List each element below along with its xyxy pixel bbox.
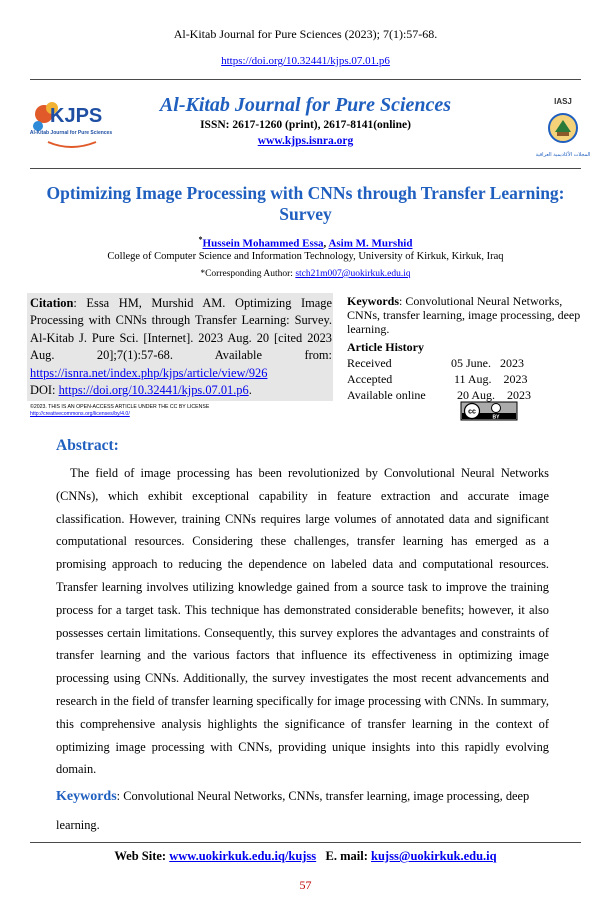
keywords-bottom-text: : Convolutional Neural Networks, CNNs, transfer learning, image processing, deep learning. (56, 789, 530, 832)
history-heading: Article History (347, 340, 424, 354)
history-row (347, 387, 587, 403)
keywords-bottom (56, 782, 549, 840)
by-icon: BY (492, 414, 500, 421)
history-label: Available online (347, 388, 426, 402)
corresponding-author (0, 269, 611, 279)
cc-by-badge[interactable] (461, 402, 517, 420)
issn: ISSN: 2617-1260 (print), 2617-8141(online) (200, 119, 411, 131)
citation-label: Citation (30, 296, 74, 310)
citation (30, 295, 332, 399)
page-number: 57 (299, 878, 312, 892)
license-link[interactable]: http://creativecommons.org/licenses/by/4.0/ (30, 411, 130, 417)
journal-banner (29, 92, 591, 166)
history-value: 11 Aug. 2023 (451, 372, 528, 386)
history-row (347, 355, 587, 371)
corresponding-label: *Corresponding Author: (200, 269, 296, 279)
iasj-logo-sub: المجلات الأكاديمية العراقية (535, 152, 591, 158)
journal-name: Al-Kitab Journal for Pure Sciences (159, 94, 452, 116)
kjps-logo-abbrev: KJPS (50, 105, 103, 127)
citation-text: : Essa HM, Murshid AM. Optimizing Image Processing with CNNs through Transfer Learning: Survey. Al-Kitab J. Pure Sci. [Internet]. 2023 Aug. 20 [cited 2023 Aug. 20];7(1):57-68. Available from: (30, 296, 332, 363)
citation-url[interactable]: https://isnra.net/index.php/kjps/article/view/926 (30, 365, 268, 380)
footer-rule (30, 842, 581, 843)
history-label: Received (347, 356, 392, 370)
doi-top-wrap (0, 55, 611, 67)
journal-header: Al-Kitab Journal for Pure Sciences (2023); 7(1):57-68. (173, 27, 438, 41)
keywords-bottom-label: Keywords (56, 789, 117, 804)
license-line-1: ©2023. THIS IS AN OPEN-ACCESS ARTICLE UNDER THE CC BY LICENSE (30, 404, 210, 410)
footer-email-link[interactable]: kujss@uokirkuk.edu.iq (371, 849, 497, 863)
abstract-heading: Abstract: (56, 437, 119, 454)
history-value: 05 June. 2023 (451, 356, 524, 370)
footer (0, 849, 611, 864)
kjps-logo-sub: Al-Kitab Journal for Pure Sciences (29, 130, 113, 136)
keywords-box (347, 294, 587, 336)
history-value: 20 Aug. 2023 (451, 388, 532, 402)
license-note (30, 404, 280, 418)
author-2[interactable]: Asim M. Murshid (328, 237, 413, 250)
history-row (347, 371, 587, 387)
header-rule-top (30, 79, 581, 80)
author-marker: * (198, 235, 203, 244)
keywords-box-text: : Convolutional Neural Networks, CNNs, transfer learning, image processing, deep learning. (347, 294, 581, 336)
history-label: Accepted (347, 372, 393, 386)
cc-icon: cc (468, 408, 476, 416)
journal-site-link[interactable]: www.kjps.isnra.org (257, 135, 354, 147)
article-title: Optimizing Image Processing with CNNs through Transfer Learning: Survey (46, 183, 565, 224)
author-1[interactable]: Hussein Mohammed Essa (202, 237, 324, 250)
citation-doi-label: DOI: (30, 383, 59, 398)
iasj-logo (511, 92, 591, 164)
article-history (347, 339, 587, 403)
footer-site-link[interactable]: www.uokirkuk.edu.iq/kujss (169, 849, 317, 863)
iasj-logo-abbrev: IASJ (554, 97, 572, 106)
citation-period: . (248, 383, 252, 398)
keywords-box-label: Keywords (347, 294, 399, 308)
authors (0, 235, 611, 250)
corresponding-email[interactable]: stch21m007@uokirkuk.edu.iq (295, 269, 411, 279)
header-rule-bottom (30, 168, 581, 169)
abstract-text: The field of image processing has been revolutionized by Convolutional Neural Networks (CNNs), which exhibit exceptional capability in feature extraction and accurate image classification. However, training CNNs requires large volumes of annotated data and significant computational resources. Considering these challenges, transfer learning has emerged as a promising approach to reducing the dependence on labeled data and computational resources. Transfer learning involves utilizing knowledge gained from a source task to improve the training process for a target task. This technique has demonstrated considerable benefits; however, it also possesses certain limitations. Consequently, this survey explores the advantages and constraints of transfer learning and the various factors that influence its effectiveness in optimizing image processing using CNNs. Additionally, the survey investigates the most recent advancements and research in the field of transfer learning specifically for image processing with CNNs. In summary, this comprehensive analysis highlights the significance of transfer learning in the context of optimizing image processing with CNNs, providing unique insights into this rapidly evolving domain. (56, 466, 549, 777)
author-separator: , (323, 237, 329, 250)
affiliation: College of Computer Science and Information Technology, University of Kirkuk, Kirkuk, Iraq (107, 251, 504, 262)
footer-site-label: Web Site: (114, 849, 170, 863)
footer-email-label: E. mail: (325, 849, 372, 863)
doi-top-link[interactable]: https://doi.org/10.32441/kjps.07.01.p6 (221, 55, 390, 67)
citation-doi[interactable]: https://doi.org/10.32441/kjps.07.01.p6 (58, 383, 249, 398)
